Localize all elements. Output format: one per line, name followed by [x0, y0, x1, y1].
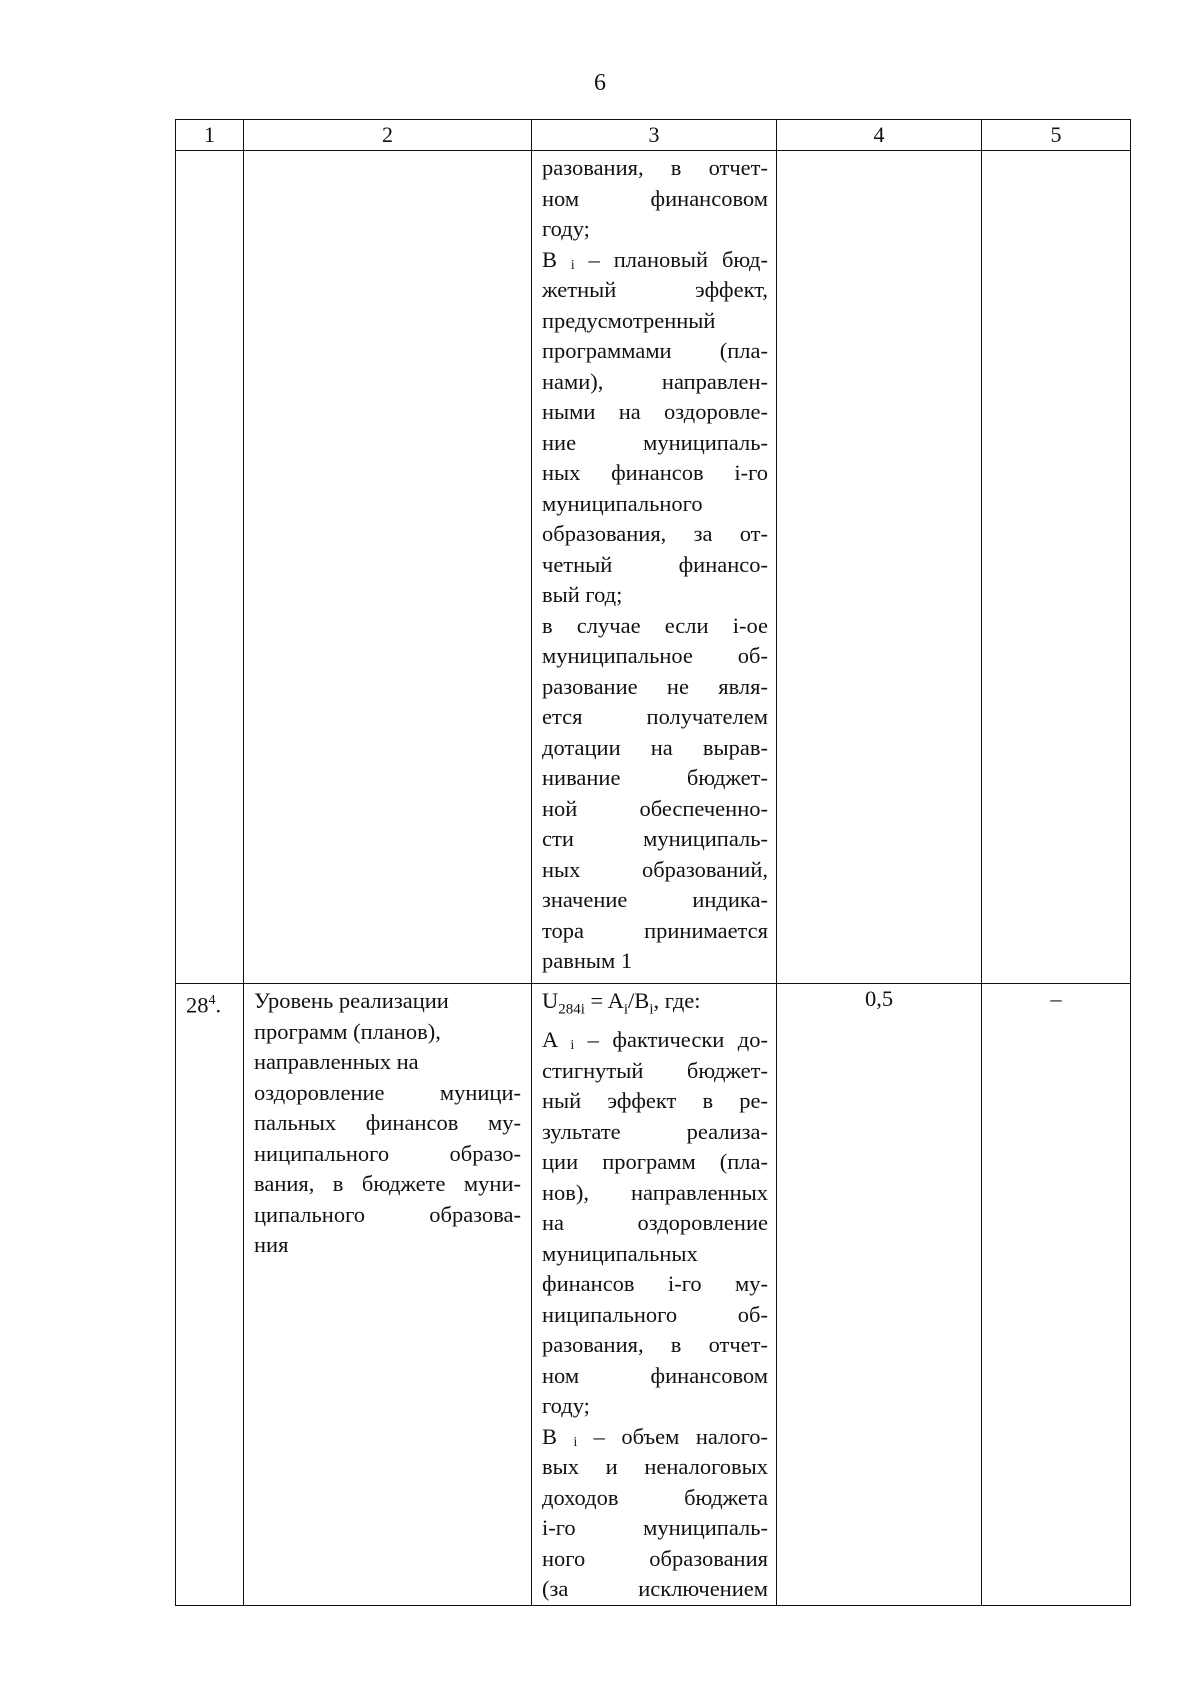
- cell-note: [982, 984, 1131, 1606]
- text-line: ется получателем: [542, 704, 768, 729]
- cell-row-number: [176, 984, 244, 1606]
- text-line: нов), направленных: [542, 1179, 768, 1205]
- header-col-2: 2: [244, 120, 532, 151]
- cell-indicator-empty: [244, 151, 532, 984]
- text-line: ниципального об-: [542, 1301, 768, 1327]
- formula-a-subscript: i: [623, 1001, 629, 1018]
- text-line: муниципальных: [542, 1240, 698, 1266]
- indicator-note: –: [1050, 986, 1062, 1011]
- page-number: 6: [594, 70, 606, 96]
- header-col-5: 5: [982, 120, 1131, 151]
- text-line: программами (пла-: [542, 338, 768, 363]
- cell-number-empty: [176, 151, 244, 984]
- text-line: стигнутый бюджет-: [542, 1057, 768, 1083]
- text-line: на оздоровление: [542, 1210, 768, 1235]
- header-col-4: 4: [777, 120, 982, 151]
- text-line: ного образования: [542, 1545, 768, 1571]
- text-line: ниципального образо-: [254, 1140, 521, 1166]
- formula-text: [542, 1025, 768, 1605]
- cell-indicator-name: [244, 984, 532, 1606]
- header-col-1: 1: [176, 120, 244, 151]
- table-row-continued: [176, 151, 1131, 984]
- formula-tail: , где:: [653, 988, 701, 1013]
- text-line: программ (планов),: [254, 1018, 441, 1044]
- text-line: жетный эффект,: [542, 277, 768, 302]
- text-line: зультате реализа-: [542, 1118, 768, 1144]
- text-line: нивание бюджет-: [542, 765, 768, 790]
- text-line: вых и неналоговых: [542, 1454, 768, 1479]
- text-line: ных образований,: [542, 856, 768, 882]
- text-line: четный финансо-: [542, 551, 768, 577]
- text-line: ном финансовом: [542, 1362, 768, 1388]
- text-line: ной обеспеченно-: [542, 795, 768, 821]
- text-line: доходов бюджета: [542, 1484, 768, 1510]
- text-line: в случае если i-ое: [542, 612, 768, 638]
- table-header-row: [176, 120, 1131, 151]
- text-line: A ᵢ – фактически до-: [542, 1027, 768, 1052]
- text-line: B ᵢ – плановый бюд-: [542, 246, 768, 272]
- text-line: разование не явля-: [542, 673, 768, 699]
- text-line: сти муниципаль-: [542, 826, 768, 851]
- text-line: ние муниципаль-: [542, 429, 768, 455]
- text-line: Уровень реализации: [254, 988, 449, 1013]
- text-line: ции программ (пла-: [542, 1149, 768, 1174]
- text-line: нами), направлен-: [542, 368, 768, 394]
- text-line: муниципального: [542, 490, 703, 516]
- text-line: предусмотренный: [542, 307, 716, 333]
- text-line: значение индика-: [542, 887, 768, 912]
- text-line: оздоровление муници-: [254, 1079, 521, 1105]
- indicator-value: 0,5: [864, 986, 894, 1011]
- text-line: вый год;: [542, 582, 623, 607]
- formula-u: U: [542, 988, 559, 1013]
- formula-slash-b: /B: [628, 988, 650, 1013]
- text-line: образования, за от-: [542, 521, 768, 546]
- formula-b-subscript: i: [649, 1001, 654, 1018]
- text-line: i-го муниципаль-: [542, 1515, 768, 1540]
- indicator-table: [175, 119, 1131, 1606]
- text-line: разования, в отчет-: [542, 155, 768, 180]
- text-line: ными на оздоровле-: [542, 399, 768, 424]
- text-line: вания, в бюджете муни-: [254, 1171, 521, 1196]
- formula-text-continued: [542, 153, 768, 977]
- header-col-3: 3: [532, 120, 777, 151]
- cell-value: [777, 984, 982, 1606]
- text-line: ном финансовом: [542, 185, 768, 211]
- table-row-28-4: [176, 984, 1131, 1606]
- text-line: дотации на вырав-: [542, 734, 768, 760]
- cell-value-empty: [777, 151, 982, 984]
- indicator-name-text: [254, 986, 521, 1261]
- row-number-superscript: 4: [208, 993, 216, 1008]
- text-line: финансов i-го му-: [542, 1271, 768, 1296]
- text-line: направленных на: [254, 1049, 419, 1074]
- cell-formula-continued: [532, 151, 777, 984]
- text-line: муниципальное об-: [542, 643, 768, 668]
- formula-line: [542, 986, 768, 1025]
- formula-equals-a: = A: [584, 988, 624, 1013]
- text-line: ный эффект в ре-: [542, 1088, 768, 1113]
- cell-formula: [532, 984, 777, 1606]
- text-line: ных финансов i-го: [542, 460, 768, 485]
- text-line: тора принимается: [542, 917, 768, 943]
- text-line: году;: [542, 216, 590, 241]
- cell-note-empty: [982, 151, 1131, 984]
- text-line: ния: [254, 1232, 289, 1257]
- text-line: разования, в отчет-: [542, 1332, 768, 1357]
- text-line: (за исключением: [542, 1576, 768, 1601]
- text-line: пальных финансов му-: [254, 1110, 521, 1135]
- row-number-dot: .: [215, 992, 222, 1018]
- text-line: ципального образова-: [254, 1201, 521, 1227]
- row-number: 28: [186, 992, 209, 1018]
- text-line: году;: [542, 1393, 590, 1418]
- formula-u-subscript: 284i: [558, 1001, 585, 1018]
- text-line: равным 1: [542, 948, 633, 973]
- text-line: B ᵢ – объем налого-: [542, 1423, 768, 1449]
